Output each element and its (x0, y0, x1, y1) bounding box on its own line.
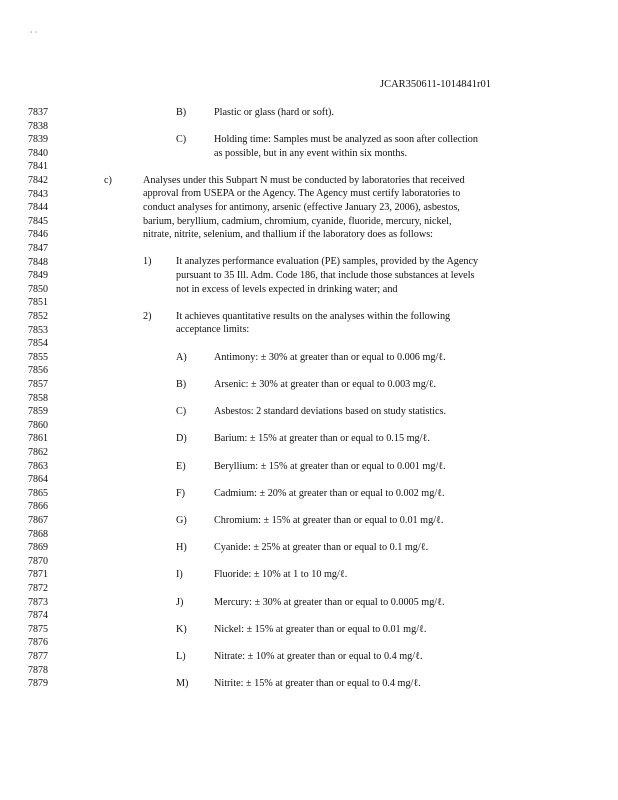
line-number: 7868 (28, 528, 48, 540)
line-number: 7877 (28, 651, 48, 662)
limit-label: E) (176, 460, 186, 472)
line-number: 7874 (28, 610, 48, 622)
item-b-text: Plastic or glass (hard or soft). (214, 107, 334, 118)
limit-label: F) (176, 487, 186, 499)
limit-text: Cyanide: ± 25% at greater than or equal to 0.1 mg/ℓ. (214, 542, 429, 554)
section-c-line: approval from USEPA or the Agency. The Agency must certify laboratories to (143, 188, 461, 200)
line-number: 7863 (28, 460, 48, 472)
line-number: 7862 (28, 447, 48, 458)
line-number: 7854 (28, 338, 48, 350)
section-c-line: nitrate, nitrite, selenium, and thallium if the laboratory does as follows: (143, 229, 433, 241)
line-number: 7856 (28, 365, 48, 377)
line-number: 7858 (28, 392, 48, 404)
line-number: 7864 (28, 474, 48, 486)
line-number: 7846 (28, 229, 48, 241)
line-number: 7837 (28, 107, 48, 118)
line-number: 7857 (28, 379, 48, 390)
limit-text: Nickel: ± 15% at greater than or equal to 0.01 mg/ℓ. (214, 623, 427, 635)
line-number: 7843 (28, 188, 48, 200)
limit-text: Nitrite: ± 15% at greater than or equal to 0.4 mg/ℓ. (214, 678, 421, 690)
limit-label: C) (176, 406, 187, 418)
limit-label: G) (176, 515, 187, 526)
item-1-line: not in excess of levels expected in drinking water; and (176, 283, 398, 295)
line-number: 7869 (28, 542, 48, 554)
limit-text: Chromium: ± 15% at greater than or equal to 0.01 mg/ℓ. (214, 515, 444, 526)
limit-text: Mercury: ± 30% at greater than or equal to 0.0005 mg/ℓ. (214, 596, 445, 608)
limit-text: Cadmium: ± 20% at greater than or equal to 0.002 mg/ℓ. (214, 487, 445, 499)
line-number: 7839 (28, 134, 48, 146)
line-number: 7878 (28, 664, 48, 676)
limit-label: I) (176, 569, 183, 581)
line-number: 7865 (28, 487, 48, 499)
section-c-line: Analyses under this Subpart N must be conducted by laboratories that received (143, 174, 465, 186)
limit-text: Asbestos: 2 standard deviations based on study statistics. (214, 406, 447, 418)
line-number: 7852 (28, 311, 48, 322)
scan-corner-mark: · · (30, 28, 38, 37)
item-b-label: B) (176, 107, 187, 118)
section-c-line: conduct analyses for antimony, arsenic (effective January 23, 2006), asbestos, (143, 202, 460, 213)
limit-text: Barium: ± 15% at greater than or equal to 0.15 mg/ℓ. (214, 433, 430, 445)
line-number: 7872 (28, 583, 48, 594)
limit-text: Nitrate: ± 10% at greater than or equal to 0.4 mg/ℓ. (214, 651, 423, 662)
item-1-line: pursuant to 35 Ill. Adm. Code 186, that include those substances at levels (176, 270, 475, 281)
limit-label: B) (176, 379, 187, 390)
line-number: 7860 (28, 419, 48, 431)
section-c-label: c) (104, 174, 112, 186)
line-number: 7867 (28, 515, 48, 526)
line-number: 7851 (28, 297, 48, 309)
line-number: 7873 (28, 596, 48, 608)
line-number: 7838 (28, 120, 48, 132)
item-2-line: It achieves quantitative results on the analyses within the following (176, 310, 451, 322)
limit-label: A) (176, 351, 187, 363)
line-number: 7840 (28, 147, 48, 159)
section-c-line: barium, beryllium, cadmium, chromium, cyanide, fluoride, mercury, nickel, (143, 215, 452, 227)
line-number: 7861 (28, 433, 48, 445)
line-number: 7842 (28, 175, 48, 186)
limit-text: Arsenic: ± 30% at greater than or equal to 0.003 mg/ℓ. (214, 379, 437, 390)
line-number: 7841 (28, 161, 48, 173)
line-number: 7853 (28, 324, 48, 336)
line-number: 7847 (28, 243, 48, 254)
line-number: 7875 (28, 623, 48, 635)
line-number: 7850 (28, 283, 48, 295)
item-c-label: C) (176, 134, 187, 145)
item-2-line: acceptance limits: (176, 324, 250, 336)
line-number: 7866 (28, 501, 48, 513)
item-c-line: as possible, but in any event within six months. (214, 147, 407, 159)
line-number: 7845 (28, 215, 48, 227)
line-number: 7870 (28, 555, 48, 567)
line-number: 7848 (28, 256, 48, 268)
line-number: 7871 (28, 569, 48, 581)
line-number: 7876 (28, 637, 48, 649)
line-number: 7879 (28, 678, 48, 690)
limit-text: Beryllium: ± 15% at greater than or equal to 0.001 mg/ℓ. (214, 460, 446, 472)
document-header-code: JCAR350611-1014841r01 (380, 79, 492, 90)
item-2-label: 2) (143, 310, 152, 322)
item-c-line: Holding time: Samples must be analyzed as soon after collection (214, 134, 478, 145)
item-1-label: 1) (143, 256, 152, 268)
limit-label: J) (176, 596, 184, 608)
item-1-line: It analyzes performance evaluation (PE) samples, provided by the Agency (176, 256, 479, 268)
limit-text: Fluoride: ± 10% at 1 to 10 mg/ℓ. (214, 569, 348, 581)
line-number: 7849 (28, 270, 48, 282)
limit-label: H) (176, 542, 187, 554)
line-number: 7859 (28, 406, 48, 418)
limit-label: L) (176, 651, 186, 662)
line-number: 7844 (28, 202, 48, 214)
limit-label: K) (176, 623, 187, 635)
limit-label: M) (176, 678, 189, 690)
limit-label: D) (176, 433, 187, 445)
line-number: 7855 (28, 351, 48, 363)
limit-text: Antimony: ± 30% at greater than or equal to 0.006 mg/ℓ. (214, 351, 446, 363)
